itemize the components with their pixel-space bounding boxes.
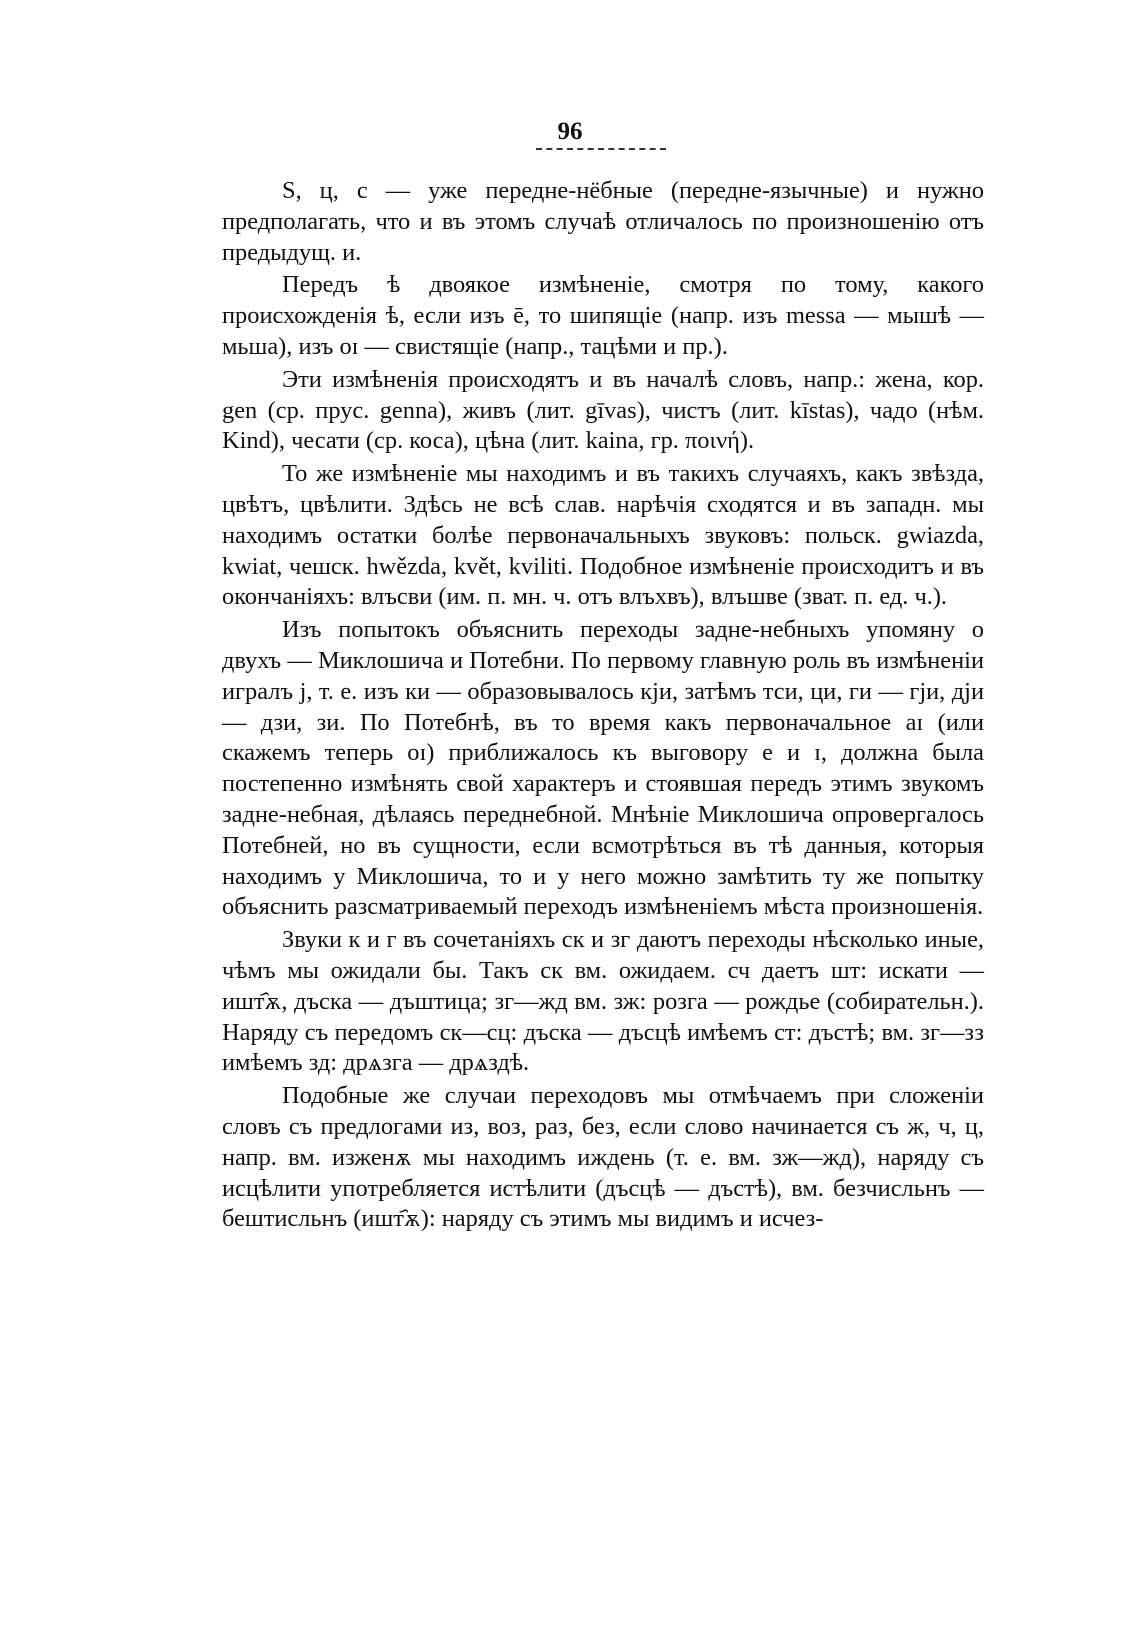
paragraph-7: Подобные же случаи переходовъ мы отмѣчаемъ при сложеніи словъ съ предлогами из, воз, раз, без, если слово начинается съ ж, ч, ц, напр. вм. изженѫ мы находимъ иждень (т. е. вм. зж—жд), наряду съ исцѣлити употребляется истѣлити (дъсцѣ — дъстѣ), вм. безчисльнъ — бештисльнъ (ишт҄ѫ): наряду съ этимъ мы видимъ и исчез-	[222, 1082, 984, 1233]
header-rule	[536, 148, 666, 150]
page-number: 96	[557, 118, 583, 145]
paragraph-1: S, ц, с — уже передне-нёбные (передне-язычные) и нужно предполагать, что и въ этомъ случаѣ отличалось по произношенію отъ предыдущ. и.	[222, 177, 984, 266]
paragraph-6: Звуки к и г въ сочетаніяхъ ск и зг даютъ переходы нѣсколько иные, чѣмъ мы ожидали бы. Такъ ск вм. ожидаем. сч даетъ шт: искати — ишт҄ѫ, дъска — дъштица; зг—жд вм. зж: розга — рождье (собирательн.). Наряду съ передомъ ск—сц: дъска — дъсцѣ имѣемъ ст: дъстѣ; вм. зг—зз имѣемъ зд: дрѧзга — дрѧздѣ.	[222, 926, 984, 1077]
paragraph-3: Эти измѣненія происходятъ и въ началѣ словъ, напр.: жена, кор. gen (ср. прус. genna), живъ (лит. gīvas), чистъ (лит. kīstas), чадо (нѣм. Kind), чесати (ср. коса), цѣна (лит. kaina, гр. ποινή).	[222, 365, 984, 455]
text-body	[222, 176, 984, 1235]
paragraph-4: То же измѣненіе мы находимъ и въ такихъ случаяхъ, какъ звѣзда, цвѣтъ, цвѣлити. Здѣсь не всѣ слав. нарѣчія сходятся и въ западн. мы находимъ остатки болѣе первоначальныхъ звуковъ: польск. gwiazda, kwiat, чешск. hwězda, květ, kviliti. Подобное измѣненіе происходитъ и въ окончаніяхъ: влъсви (им. п. мн. ч. отъ влъхвъ), влъшве (зват. п. ед. ч.).	[222, 460, 984, 611]
paragraph-2: Передъ ѣ двоякое измѣненіе, смотря по тому, какого происхожденія ѣ, если изъ ē, то шипящіе (напр. изъ messa — мышѣ — мьша), изъ oɪ — свистящіе (напр., тацѣми и пр.).	[222, 271, 984, 360]
paragraph-5: Изъ попытокъ объяснить переходы задне-небныхъ упомяну о двухъ — Миклошича и Потебни. По первому главную роль въ измѣненіи игралъ j, т. е. изъ ки — образовывалось кjи, затѣмъ тси, ци, ги — гjи, дjи — дзи, зи. По Потебнѣ, въ то время какъ первоначальное aɪ (или скажемъ теперь oɪ) приближалось къ выговору e и ɪ, должна была постепенно измѣнять свой характеръ и стоявшая передъ этимъ звукомъ задне-небная, дѣлаясь переднебной. Мнѣніе Миклошича опровергалось Потебней, но въ сущности, если всмотрѣться въ тѣ данныя, которыя находимъ у Миклошича, то и у него можно замѣтить ту же попытку объяснить разсматриваемый переходъ измѣненіемъ мѣста произношенія.	[222, 616, 984, 921]
